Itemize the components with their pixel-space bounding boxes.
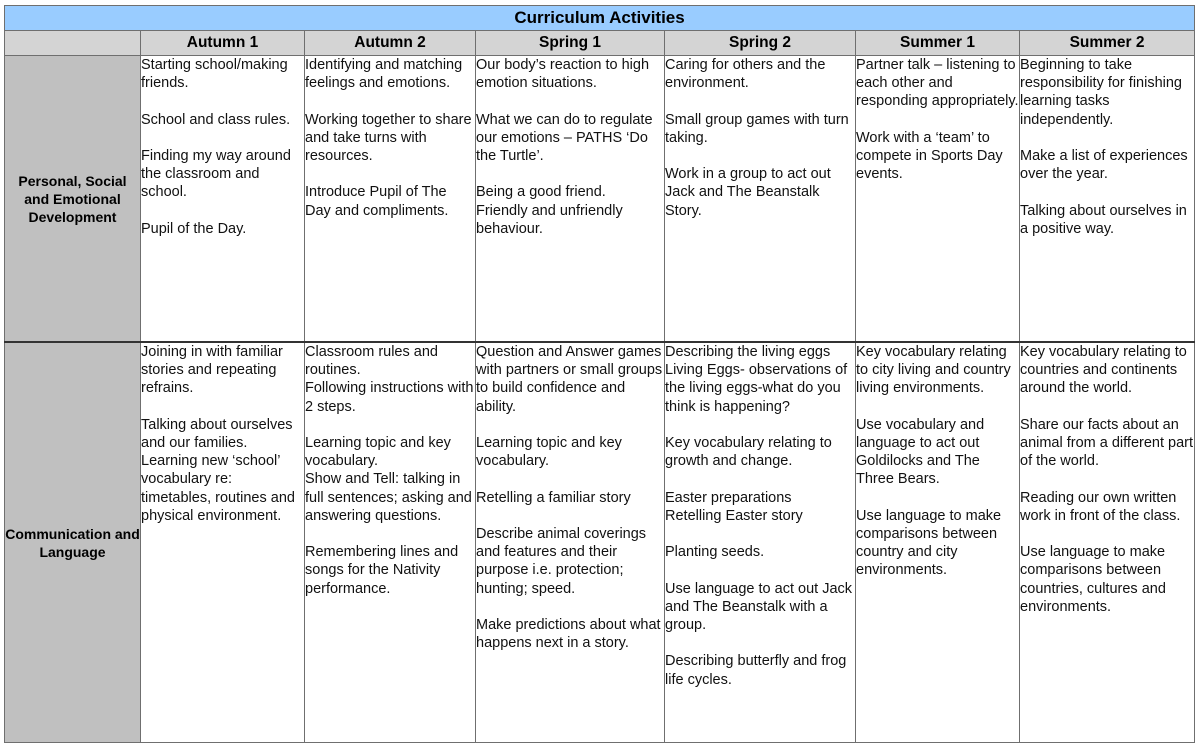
cell-paragraph: Use vocabulary and language to act out Goldilocks and The Three Bears. bbox=[856, 416, 985, 488]
cell-psed-autumn-2 bbox=[305, 56, 476, 343]
cell-psed-summer-2 bbox=[1020, 56, 1195, 343]
cell-paragraph: Easter preparations Retelling Easter story bbox=[665, 489, 803, 524]
column-header-summer-2: Summer 2 bbox=[1020, 31, 1195, 56]
cell-psed-autumn-1 bbox=[141, 56, 305, 343]
header-row bbox=[5, 31, 1195, 56]
cell-paragraph: Learning topic and key vocabulary. bbox=[476, 435, 622, 470]
cell-paragraph: Starting school/making friends. bbox=[141, 57, 288, 92]
column-header-spring-1: Spring 1 bbox=[476, 31, 665, 56]
cell-paragraph: Reading our own written work in front of the class. bbox=[1020, 489, 1181, 524]
cell-paragraph: Key vocabulary relating to countries and continents around the world. bbox=[1020, 344, 1187, 397]
cell-paragraph: Describe animal coverings and features and their purpose i.e. protection; hunting; speed. bbox=[476, 525, 647, 597]
cell-paragraph: Key vocabulary relating to growth and change. bbox=[665, 435, 832, 470]
cell-paragraph: Beginning to take responsibility for finishing learning tasks independently. bbox=[1020, 57, 1182, 128]
curriculum-table bbox=[4, 5, 1195, 743]
cell-paragraph: Share our facts about an animal from a different part of the world. bbox=[1020, 416, 1194, 470]
cell-paragraph: Use language to make comparisons between countries, cultures and environments. bbox=[1020, 544, 1166, 615]
cell-paragraph: Our body’s reaction to high emotion situations. bbox=[476, 57, 650, 92]
table-row-psed bbox=[5, 56, 1195, 343]
cell-paragraph: Introduce Pupil of The Day and compliments. bbox=[305, 184, 449, 219]
cell-cl-autumn-1 bbox=[141, 342, 305, 743]
cell-paragraph: Joining in with familiar stories and repeating refrains. bbox=[141, 344, 283, 397]
cell-paragraph: Pupil of the Day. bbox=[141, 220, 247, 237]
cell-paragraph: Work in a group to act out Jack and The Beanstalk Story. bbox=[665, 166, 831, 219]
cell-paragraph: Working together to share and take turns with resources. bbox=[305, 111, 472, 164]
cell-paragraph: Being a good friend. Friendly and unfriendly behaviour. bbox=[476, 184, 623, 237]
column-header-autumn-1: Autumn 1 bbox=[141, 31, 305, 56]
column-header-spring-2: Spring 2 bbox=[665, 31, 856, 56]
cell-paragraph: School and class rules. bbox=[141, 111, 291, 128]
table-row-cl bbox=[5, 342, 1195, 743]
cell-paragraph: What we can do to regulate our emotions – PATHS ‘Do the Turtle’. bbox=[476, 111, 653, 164]
cell-paragraph: Talking about ourselves in a positive way. bbox=[1020, 202, 1187, 237]
cell-paragraph: Partner talk – listening to each other and responding appropriately. bbox=[856, 57, 1019, 110]
corner-header bbox=[5, 31, 141, 56]
table-title: Curriculum Activities bbox=[5, 6, 1195, 31]
cell-psed-spring-2 bbox=[665, 56, 856, 343]
cell-paragraph: Make a list of experiences over the year. bbox=[1020, 148, 1188, 183]
cell-paragraph: Describing butterfly and frog life cycles. bbox=[665, 653, 847, 688]
cell-paragraph: Question and Answer games with partners or small groups to build confidence and ability. bbox=[476, 344, 663, 415]
cell-paragraph: Describing the living eggs Living Eggs- observations of the living eggs-what do you think is happening? bbox=[665, 344, 848, 415]
cell-paragraph: Make predictions about what happens next in a story. bbox=[476, 616, 661, 652]
row-header-cl: Communication and Language bbox=[5, 342, 141, 743]
cell-psed-summer-1 bbox=[856, 56, 1020, 343]
cell-paragraph: Learning topic and key vocabulary. Show and Tell: talking in full sentences; asking and answering questions. bbox=[305, 435, 472, 524]
cell-cl-summer-1 bbox=[856, 342, 1020, 743]
cell-paragraph: Retelling a familiar story bbox=[476, 489, 631, 506]
cell-cl-spring-2 bbox=[665, 342, 856, 743]
cell-paragraph: Talking about ourselves and our families. Learning new ‘school’ vocabulary re: timetables, routines and physical environment. bbox=[141, 416, 295, 524]
column-header-summer-1: Summer 1 bbox=[856, 31, 1020, 56]
cell-paragraph: Classroom rules and routines. Following instructions with 2 steps. bbox=[305, 344, 474, 415]
cell-cl-summer-2 bbox=[1020, 342, 1195, 743]
cell-paragraph: Planting seeds. bbox=[665, 544, 765, 561]
cell-paragraph: Identifying and matching feelings and emotions. bbox=[305, 57, 463, 92]
cell-paragraph: Finding my way around the classroom and school. bbox=[141, 147, 291, 201]
cell-paragraph: Caring for others and the environment. bbox=[665, 57, 826, 92]
cell-paragraph: Key vocabulary relating to city living and country living environments. bbox=[856, 344, 1011, 397]
cell-cl-spring-1 bbox=[476, 342, 665, 743]
cell-paragraph: Small group games with turn taking. bbox=[665, 111, 849, 146]
cell-psed-spring-1 bbox=[476, 56, 665, 343]
row-header-psed: Personal, Social and Emotional Development bbox=[5, 56, 141, 343]
cell-paragraph: Use language to act out Jack and The Beanstalk with a group. bbox=[665, 580, 853, 633]
column-header-autumn-2: Autumn 2 bbox=[305, 31, 476, 56]
cell-cl-autumn-2 bbox=[305, 342, 476, 743]
cell-paragraph: Remembering lines and songs for the Nativity performance. bbox=[305, 544, 459, 597]
cell-paragraph: Work with a ‘team’ to compete in Sports Day events. bbox=[856, 129, 1003, 183]
cell-paragraph: Use language to make comparisons between country and city environments. bbox=[856, 507, 1002, 579]
